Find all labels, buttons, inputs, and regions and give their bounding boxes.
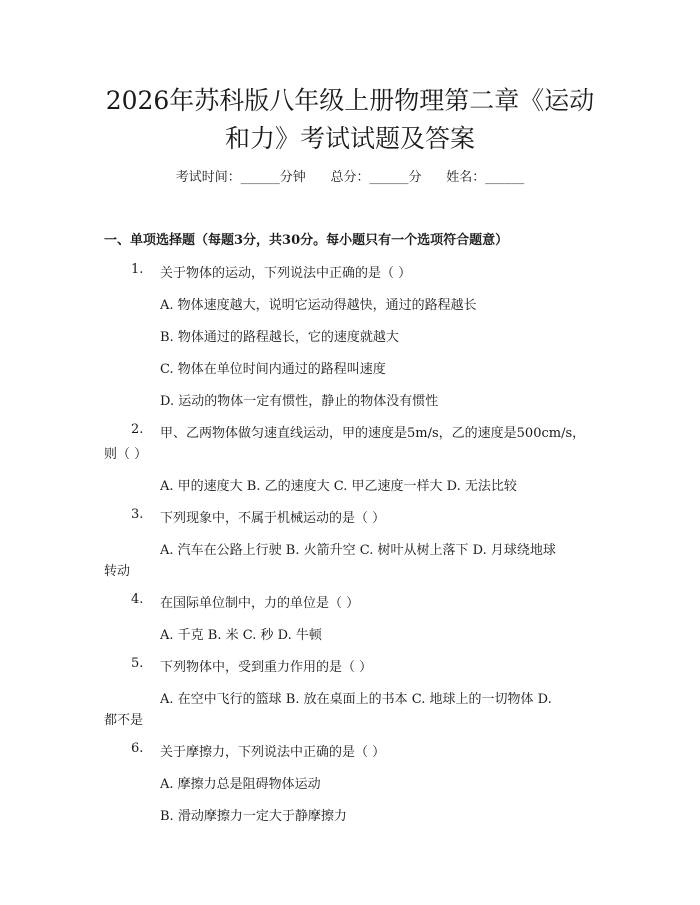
question-number: 3. [131, 507, 144, 522]
option: A. 在空中飞行的篮球 B. 放在桌面上的书本 C. 地球上的一切物体 D. [160, 692, 552, 707]
option: B. 滑动摩擦力一定大于静摩擦力 [160, 809, 347, 824]
question-text: 在国际单位制中，力的单位是（ ） [160, 596, 360, 611]
question-text: 下列现象中，不属于机械运动的是（ ） [160, 511, 386, 526]
question-text: 关于摩擦力，下列说法中正确的是（ ） [160, 745, 386, 760]
page-title-line2: 和力》考试试题及答案 [224, 124, 475, 153]
option: A. 甲的速度大 B. 乙的速度大 C. 甲乙速度一样大 D. 无法比较 [160, 479, 517, 494]
option-continued: 都不是 [104, 713, 144, 728]
question-number: 2. [131, 422, 144, 437]
question-text: 关于物体的运动，下列说法中正确的是（ ） [160, 266, 412, 281]
option: C. 物体在单位时间内通过的路程叫速度 [160, 362, 386, 377]
question-number: 6. [131, 741, 144, 756]
question-number: 4. [131, 592, 144, 607]
page-title-line1: 2026年苏科版八年级上册物理第二章《运动 [105, 86, 595, 115]
option: A. 汽车在公路上行驶 B. 火箭升空 C. 树叶从树上落下 D. 月球绕地球 [160, 543, 556, 558]
question-number: 5. [131, 656, 144, 671]
section-heading: 一、单项选择题（每题3分，共30分。每小题只有一个选项符合题意） [104, 233, 509, 248]
option: B. 物体通过的路程越长，它的速度就越大 [160, 330, 399, 345]
exam-meta: 考试时间：______分钟 总分：______分 姓名：______ [175, 170, 525, 185]
option: A. 物体速度越大，说明它运动得越快，通过的路程越长 [160, 298, 477, 313]
option: A. 千克 B. 米 C. 秒 D. 牛顿 [160, 628, 322, 643]
question-text-continued: 则（ ） [104, 447, 148, 462]
option: D. 运动的物体一定有惯性，静止的物体没有惯性 [160, 394, 439, 409]
question-text: 下列物体中，受到重力作用的是（ ） [160, 660, 373, 675]
question-number: 1. [131, 262, 144, 277]
option-continued: 转动 [104, 564, 131, 579]
question-text: 甲、乙两物体做匀速直线运动，甲的速度是5m/s，乙的速度是500cm/s， [160, 426, 586, 441]
option: A. 摩擦力总是阻碍物体运动 [160, 777, 321, 792]
